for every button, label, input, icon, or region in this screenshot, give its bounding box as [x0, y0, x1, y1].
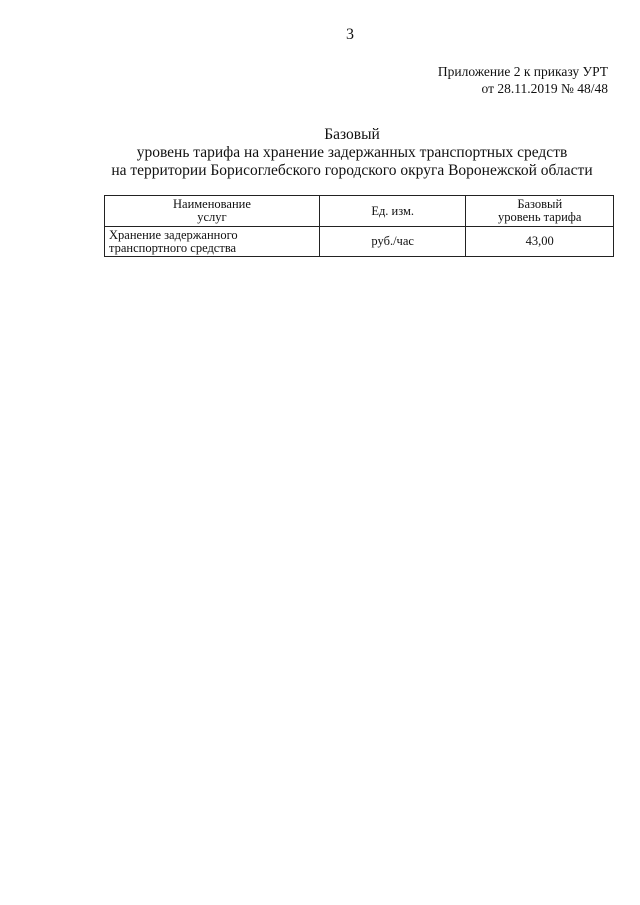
- rate-cell: 43,00: [466, 227, 614, 257]
- title-line-3: на территории Борисоглебского городского округа Воронежской области: [111, 162, 593, 179]
- header-base-rate: [466, 196, 614, 227]
- title-line-1: Базовый: [324, 126, 380, 143]
- page-number: 3: [346, 26, 354, 43]
- document-title: [0, 126, 640, 180]
- order-date-number: от 28.11.2019 № 48/48: [481, 81, 608, 96]
- header-service-name-line-1: Наименование: [173, 197, 251, 211]
- unit-cell: руб./час: [319, 227, 466, 257]
- table-row: [105, 227, 614, 257]
- title-line-2: уровень тарифа на хранение задержанных транспортных средств: [136, 144, 568, 161]
- tariff-table: [104, 195, 614, 257]
- service-name-cell: [105, 227, 320, 257]
- table-header-row: [105, 196, 614, 227]
- header-unit: Ед. изм.: [319, 196, 466, 227]
- header-service-name-line-2: услуг: [197, 210, 227, 224]
- service-name-line-1: Хранение задержанного: [109, 227, 238, 242]
- service-name-line-2: транспортного средства: [109, 240, 237, 255]
- header-base-rate-line-1: Базовый: [517, 197, 563, 211]
- appendix-reference: [438, 63, 608, 97]
- header-service-name: [105, 196, 320, 227]
- appendix-line: Приложение 2 к приказу УРТ: [437, 64, 608, 79]
- header-base-rate-line-2: уровень тарифа: [498, 210, 582, 224]
